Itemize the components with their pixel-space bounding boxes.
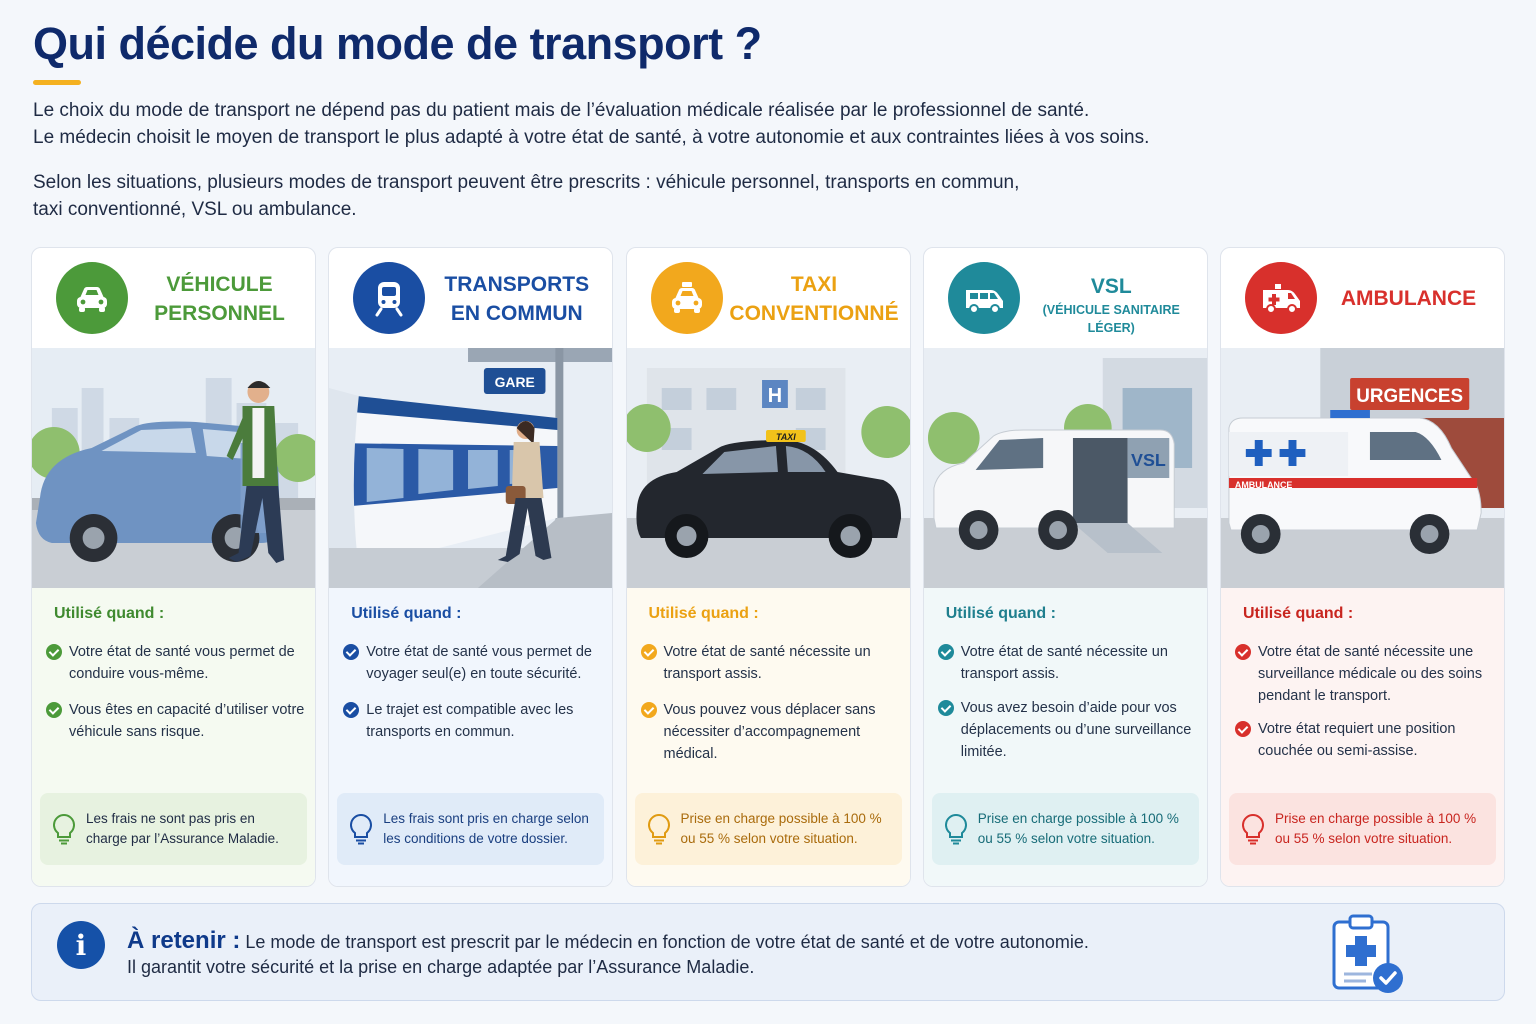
- card-header: [924, 248, 1207, 348]
- train-icon: [353, 262, 425, 334]
- check-icon: [1235, 721, 1251, 737]
- intro-line: taxi conventionné, VSL ou ambulance.: [33, 199, 357, 220]
- cost-note-text: Prise en charge possible à 100 % ou 55 % selon votre situation.: [977, 811, 1179, 846]
- check-icon: [938, 644, 954, 660]
- used-when-label: Utilisé quand :: [351, 605, 462, 622]
- cost-note-text: Prise en charge possible à 100 % ou 55 % selon votre situation.: [1275, 811, 1477, 846]
- card-title: [1319, 284, 1498, 313]
- check-icon: [46, 702, 62, 718]
- cost-note-text: Les frais sont pris en charge selon les conditions de votre dossier.: [383, 811, 589, 846]
- key-takeaway-text: [127, 928, 1277, 980]
- card-transports-en-commun: [328, 247, 613, 887]
- card-body: [627, 588, 910, 887]
- used-when-label: Utilisé quand :: [1243, 605, 1354, 622]
- criteria-text: Vous pouvez vous déplacer sans nécessiter d’accompagnement médical.: [663, 702, 876, 762]
- card-title-line: CONVENTIONNÉ: [729, 302, 899, 325]
- intro-line: Le choix du mode de transport ne dépend pas du patient mais de l’évaluation médicale réalisée par le professionnel de santé.: [33, 100, 1090, 121]
- criteria-text: Votre état de santé nécessite une surveillance médicale ou des soins pendant le transport.: [1258, 644, 1483, 704]
- card-title-line: VSL: [1090, 275, 1132, 298]
- card-header: [32, 248, 315, 348]
- card-subtitle: (VÉHICULE SANITAIRE LÉGER): [1042, 303, 1180, 335]
- card-vsl: [923, 247, 1208, 887]
- used-when-label: Utilisé quand :: [945, 605, 1056, 622]
- urgences-sign: URGENCES: [1356, 385, 1464, 408]
- key-takeaway-line-2: Il garantit votre sécurité et la prise en charge adaptée par l’Assurance Maladie.: [127, 957, 755, 977]
- train-illustration: [329, 348, 612, 588]
- key-takeaway-label: À retenir :: [127, 927, 241, 954]
- check-icon: [46, 644, 62, 660]
- ambulance-illustration: [1221, 348, 1504, 588]
- lightbulb-icon: [645, 812, 673, 846]
- check-icon: [343, 644, 359, 660]
- criteria-text: Vous avez besoin d’aide pour vos déplacements ou d’une surveillance limitée.: [960, 700, 1192, 760]
- card-ambulance: [1220, 247, 1505, 887]
- intro-paragraph-1: [33, 97, 1333, 151]
- intro-paragraph-2: [33, 169, 1333, 223]
- card-title: [427, 270, 606, 328]
- taxi-illustration: [627, 348, 910, 588]
- card-title: [725, 270, 904, 328]
- card-title: [130, 270, 309, 328]
- check-icon: [1235, 644, 1251, 660]
- card-title-line: PERSONNEL: [154, 302, 285, 325]
- ambulance-van-label: AMBULANCE: [1234, 479, 1293, 491]
- car-icon: [56, 262, 128, 334]
- check-icon: [938, 700, 954, 716]
- card-header: [329, 248, 612, 348]
- cost-note-text: Les frais ne sont pas pris en charge par l’Assurance Maladie.: [86, 811, 279, 846]
- criteria-text: Votre état de santé vous permet de conduire vous-même.: [69, 644, 295, 682]
- taxi-icon: [651, 262, 723, 334]
- medical-clipboard-icon: [1328, 910, 1408, 996]
- card-vehicule-personnel: [31, 247, 316, 887]
- cost-note-text: Prise en charge possible à 100 % ou 55 % selon votre situation.: [680, 811, 882, 846]
- card-taxi-conventionne: [626, 247, 911, 887]
- card-title-line: VÉHICULE: [166, 273, 273, 296]
- criteria-text: Votre état de santé nécessite un transport assis.: [960, 644, 1168, 682]
- card-title-line: AMBULANCE: [1340, 287, 1477, 310]
- lightbulb-icon: [347, 812, 375, 846]
- card-body: [329, 588, 612, 887]
- taxi-roof-sign: TAXI: [775, 431, 796, 443]
- title-underline: [33, 80, 81, 85]
- criteria-item: [938, 641, 1203, 685]
- check-icon: [641, 702, 657, 718]
- vsl-van-label: VSL: [1130, 449, 1166, 471]
- criteria-item: [46, 699, 311, 743]
- cost-note: [337, 793, 604, 865]
- card-title-line: EN COMMUN: [450, 302, 583, 325]
- cost-note: [932, 793, 1199, 865]
- criteria-item: [641, 699, 906, 765]
- used-when-label: Utilisé quand :: [648, 605, 759, 622]
- transport-cards: [31, 247, 1505, 887]
- criteria-item: [1235, 718, 1500, 762]
- criteria-item: [641, 641, 906, 685]
- car-illustration: [32, 348, 315, 588]
- ambulance-icon: [1245, 262, 1317, 334]
- cost-note: [1229, 793, 1496, 865]
- card-title: [1022, 272, 1201, 337]
- criteria-item: [343, 641, 608, 685]
- criteria-text: Le trajet est compatible avec les transports en commun.: [366, 702, 574, 740]
- lightbulb-icon: [1239, 812, 1267, 846]
- intro-line: Le médecin choisit le moyen de transport le plus adapté à votre état de santé, à votre autonomie et aux contraintes liées à vos soins.: [33, 127, 1150, 148]
- card-title-line: TAXI: [790, 273, 838, 296]
- criteria-text: Vous êtes en capacité d’utiliser votre véhicule sans risque.: [69, 702, 305, 740]
- hospital-sign: H: [767, 384, 782, 408]
- card-body: [924, 588, 1207, 887]
- criteria-item: [1235, 641, 1500, 707]
- key-takeaway-box: [31, 903, 1505, 1001]
- criteria-item: [343, 699, 608, 743]
- used-when-label: Utilisé quand :: [54, 605, 165, 622]
- info-icon: i: [57, 921, 105, 969]
- cost-note: [635, 793, 902, 865]
- cost-note: [40, 793, 307, 865]
- criteria-text: Votre état requiert une position couchée ou semi-assise.: [1258, 721, 1456, 759]
- vsl-illustration: [924, 348, 1207, 588]
- criteria-text: Votre état de santé vous permet de voyager seul(e) en toute sécurité.: [366, 644, 592, 682]
- criteria-text: Votre état de santé nécessite un transport assis.: [663, 644, 871, 682]
- card-body: [32, 588, 315, 887]
- van-icon: [948, 262, 1020, 334]
- card-header: [1221, 248, 1504, 348]
- check-icon: [641, 644, 657, 660]
- check-icon: [343, 702, 359, 718]
- card-title-line: TRANSPORTS: [444, 273, 590, 296]
- intro-line: Selon les situations, plusieurs modes de transport peuvent être prescrits : véhicule personnel, transports en commun,: [33, 172, 1020, 193]
- lightbulb-icon: [50, 812, 78, 846]
- gare-sign: GARE: [494, 373, 536, 391]
- card-body: [1221, 588, 1504, 887]
- criteria-item: [938, 697, 1203, 763]
- key-takeaway-line-1: Le mode de transport est prescrit par le médecin en fonction de votre état de santé et de votre autonomie.: [240, 932, 1089, 952]
- lightbulb-icon: [942, 812, 970, 846]
- page-title: Qui décide du mode de transport ?: [33, 18, 762, 69]
- card-header: [627, 248, 910, 348]
- criteria-item: [46, 641, 311, 685]
